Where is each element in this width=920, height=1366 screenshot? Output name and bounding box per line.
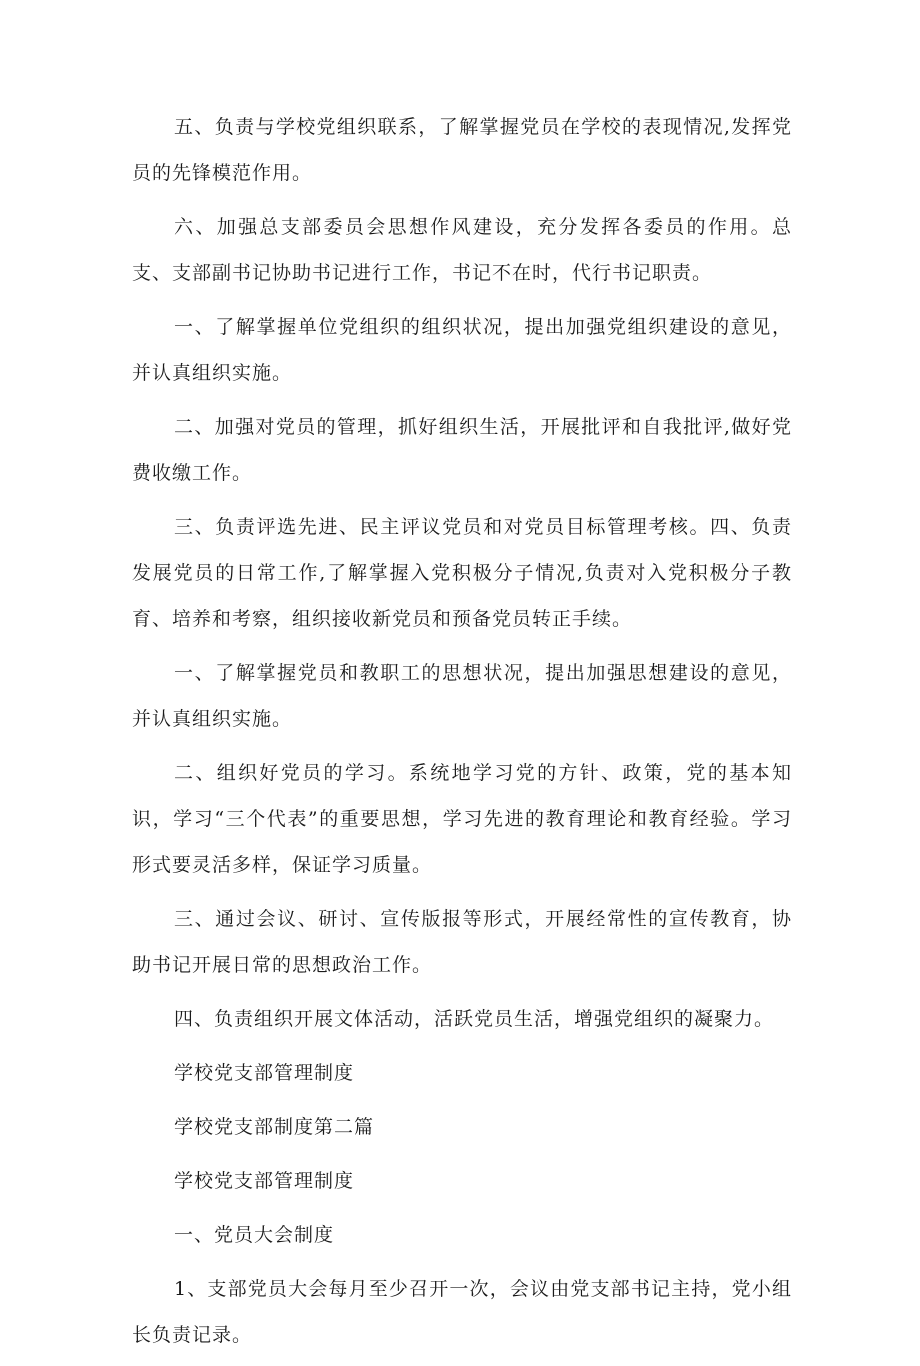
document-page (132, 104, 792, 1366)
paragraph-publicity: 三、通过会议、研讨、宣传版报等形式，开展经常性的宣传教育，协助书记开展日常的思想政治工作。 (132, 908, 792, 976)
paragraph-org-status: 一、了解掌握单位党组织的组织状况，提出加强党组织建设的意见，并认真组织实施。 (132, 316, 792, 384)
paragraph-ideology-status: 一、了解掌握党员和教职工的思想状况，提出加强思想建设的意见，并认真组织实施。 (132, 662, 792, 730)
paragraph-study: 二、组织好党员的学习。系统地学习党的方针、政策，党的基本知识，学习“三个代表”的重要思想，学习先进的教育理论和教育经验。学习形式要灵活多样，保证学习质量。 (132, 762, 792, 876)
paragraph-work-style: 六、加强总支部委员会思想作风建设，充分发挥各委员的作用。总支、支部副书记协助书记进行工作，书记不在时，代行书记职责。 (132, 216, 792, 284)
heading-member-meeting: 一、党员大会制度 (174, 1224, 335, 1246)
heading-second-chapter: 学校党支部制度第二篇 (174, 1116, 375, 1138)
paragraph-evaluation-development: 三、负责评选先进、民主评议党员和对党员目标管理考核。四、负责发展党员的日常工作,了解掌握入党积极分子情况,负责对入党积极分子教育、培养和考察，组织接收新党员和预备党员转正手续。 (132, 516, 792, 630)
paragraph-meeting-frequency: 1、支部党员大会每月至少召开一次，会议由党支部书记主持，党小组长负责记录。 (132, 1278, 792, 1346)
heading-management-system-repeat: 学校党支部管理制度 (174, 1170, 355, 1192)
heading-management-system: 学校党支部管理制度 (174, 1062, 355, 1084)
paragraph-activities: 四、负责组织开展文体活动，活跃党员生活，增强党组织的凝聚力。 (174, 1008, 775, 1030)
paragraph-liaison-school: 五、负责与学校党组织联系，了解掌握党员在学校的表现情况,发挥党员的先锋模范作用。 (132, 116, 792, 184)
paragraph-member-management: 二、加强对党员的管理，抓好组织生活，开展批评和自我批评,做好党费收缴工作。 (132, 416, 792, 484)
